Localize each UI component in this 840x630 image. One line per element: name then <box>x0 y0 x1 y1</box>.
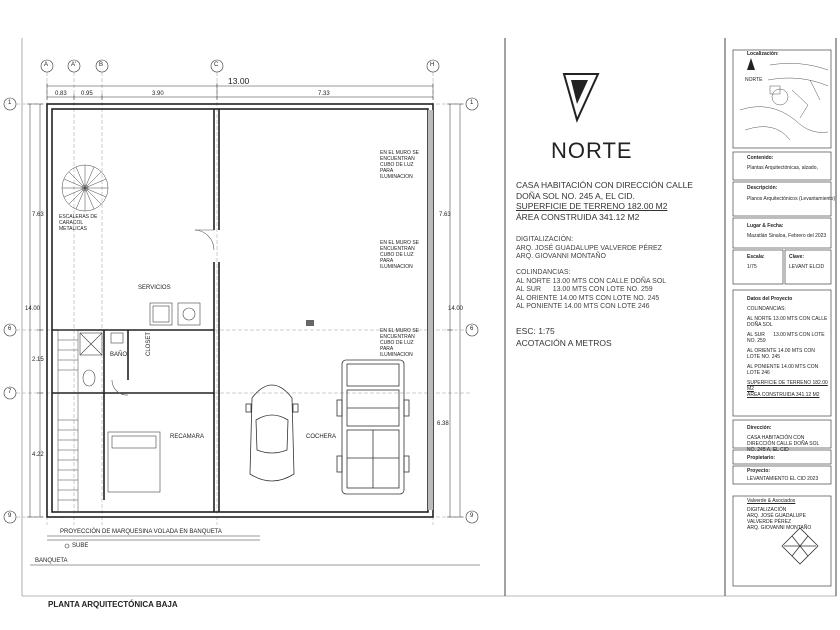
contenido-title: Contenido: <box>747 155 774 161</box>
firm-line: ARQ. GIOVANNI MONTAÑO <box>747 525 812 531</box>
axis-label-a-prime: A' <box>71 62 77 68</box>
colindancias-block <box>516 269 721 312</box>
axis-label-b: B <box>99 62 104 68</box>
acotacion-label: ACOTACIÓN A METROS <box>516 338 612 348</box>
firm-line: DIGITALIZACIÓN <box>747 507 787 513</box>
datos-line: AL SUR 13.00 MTS CON LOTE NO. 259 <box>747 332 827 344</box>
escala-title: Escala: <box>747 254 765 260</box>
descripcion-value: Planos Arquitectónicos (Levantamiento) <box>747 196 836 202</box>
escala-value: 1/75 <box>747 264 757 270</box>
colindancias-title: COLINDANCIAS: <box>516 269 571 276</box>
datos-sup-terreno: SUPERFICIE DE TERRENO 182.00 M2 <box>747 380 828 392</box>
colindancia-line: AL SUR 13.00 MTS CON LOTE NO. 259 <box>516 286 653 293</box>
propietario-title: Propietario: <box>747 455 776 461</box>
axis-label-1: 1 <box>8 100 12 106</box>
address-line: SUPERFICIE DE TERRENO 182.00 M2 <box>516 201 668 211</box>
dimension-total-left: 14.00 <box>25 306 41 312</box>
axis-label-a: A <box>44 62 49 68</box>
clave-value: LEVANT ELCID <box>789 264 825 270</box>
colindancia-line: AL PONIENTE 14.00 MTS CON LOTE 246 <box>516 303 650 310</box>
digitalizacion-title: DIGITALIZACIÓN: <box>516 236 574 243</box>
axis-label-1-right: 1 <box>470 100 474 106</box>
axis-label-6: 6 <box>8 326 12 332</box>
lugar-title: Lugar & Fecha: <box>747 223 784 229</box>
proyecto-title: Proyecto: <box>747 468 771 474</box>
dimension-left-1: 7.63 <box>32 212 44 218</box>
firm-title: Valverde & Asociados <box>747 498 796 504</box>
dimension-total-right: 14.00 <box>448 306 464 312</box>
axis-label-9: 9 <box>8 513 12 519</box>
banqueta-label: BANQUETA <box>35 558 68 564</box>
firm-block <box>747 507 829 531</box>
proyecto-value: LEVANTAMIENTO EL CID 2023 <box>747 476 819 482</box>
datos-block <box>747 306 829 398</box>
address-line: ÁREA CONSTRUIDA 341.12 M2 <box>516 211 640 222</box>
room-label-cochera: COCHERA <box>306 434 337 440</box>
digitalizacion-name: ARQ. GIOVANNI MONTAÑO <box>516 253 606 260</box>
dimension-total-top: 13.00 <box>228 76 250 86</box>
dimension-top-1: 0.83 <box>55 91 67 97</box>
datos-title: Datos del Proyecto <box>747 296 793 302</box>
axis-label-h: H <box>430 62 435 68</box>
stair-note: ESCALERAS DE CARACOL METALICAS <box>59 214 98 232</box>
datos-line: AL NORTE 13.00 MTS CON CALLE DOÑA SOL <box>747 316 828 328</box>
room-label-servicios: SERVICIOS <box>138 285 171 291</box>
north-label: NORTE <box>551 138 633 163</box>
marquesina-note: PROYECCIÓN DE MARQUESINA VOLADA EN BANQUETA <box>60 529 222 535</box>
datos-colindancias: COLINDANCIAS: <box>747 306 786 312</box>
datos-line: AL PONIENTE 14.00 MTS CON LOTE 246 <box>747 364 819 376</box>
lugar-value: Mazatlán Sinaloa, Febrero del 2023 <box>747 233 827 239</box>
datos-line: AL ORIENTE 14.00 MTS CON LOTE NO. 245 <box>747 348 815 360</box>
room-label-recamara: RECAMARA <box>170 434 205 440</box>
colindancia-line: AL ORIENTE 14.00 MTS CON LOTE NO. 245 <box>516 294 660 302</box>
room-label-closet: CLOSET <box>146 331 152 356</box>
datos-area-construida: ÁREA CONSTRUIDA 341.12 M2 <box>747 392 820 398</box>
firm-line: ARQ. JOSÉ GUADALUPE VALVERDE PÉREZ <box>747 513 806 525</box>
wall-note-3: EN EL MURO SE ENCUENTRAN CUBO DE LUZ PARA ILUMINACION <box>380 328 419 358</box>
digitalizacion-name: ARQ. JOSÉ GUADALUPE VALVERDE PÉREZ <box>516 244 663 252</box>
scale-label: ESC: 1:75 <box>516 326 555 336</box>
address-line: DOÑA SOL NO. 245 A, EL CID. <box>516 190 635 201</box>
axis-label-c: C <box>214 62 219 68</box>
wall-note-1: EN EL MURO SE ENCUENTRAN CUBO DE LUZ PARA ILUMINACION <box>380 150 419 180</box>
axis-label-7: 7 <box>8 389 12 395</box>
dimension-right-2: 6.38 <box>437 421 449 427</box>
dimension-right-1: 7.63 <box>439 212 451 218</box>
dimension-left-3: 4.22 <box>32 452 44 458</box>
plan-title: PLANTA ARQUITECTÓNICA BAJA <box>48 600 178 609</box>
stair-up-note: SUBE <box>72 543 89 549</box>
dimension-top-3: 3.90 <box>152 91 164 97</box>
dimension-top-4: 7.33 <box>318 91 330 97</box>
address-line: CASA HABITACIÓN CON DIRECCIÓN CALLE <box>516 180 693 190</box>
localizacion-north: NORTE <box>745 77 763 83</box>
direccion-title: Dirección: <box>747 425 772 431</box>
dimension-top-2: 0.95 <box>81 91 93 97</box>
digitalizacion-block <box>516 236 721 262</box>
address-block <box>516 180 721 222</box>
descripcion-title: Descripción: <box>747 185 778 191</box>
dimension-left-2: 2.15 <box>32 357 44 363</box>
room-label-bano: BAÑO <box>110 352 128 358</box>
wall-note-2: EN EL MURO SE ENCUENTRAN CUBO DE LUZ PARA ILUMINACION <box>380 240 419 270</box>
contenido-value: Plantas Arquitectónicas, alzado, <box>747 165 818 171</box>
direccion-value: CASA HABITACIÓN CON DIRECCIÓN CALLE DOÑA SOL NO. 245 A, EL CID <box>747 435 820 453</box>
colindancia-line: AL NORTE 13.00 MTS CON CALLE DOÑA SOL <box>516 277 667 285</box>
clave-title: Clave: <box>789 254 805 260</box>
localizacion-title: Localización: <box>747 51 779 57</box>
axis-label-9-right: 9 <box>470 513 474 519</box>
axis-label-6-right: 6 <box>470 326 474 332</box>
